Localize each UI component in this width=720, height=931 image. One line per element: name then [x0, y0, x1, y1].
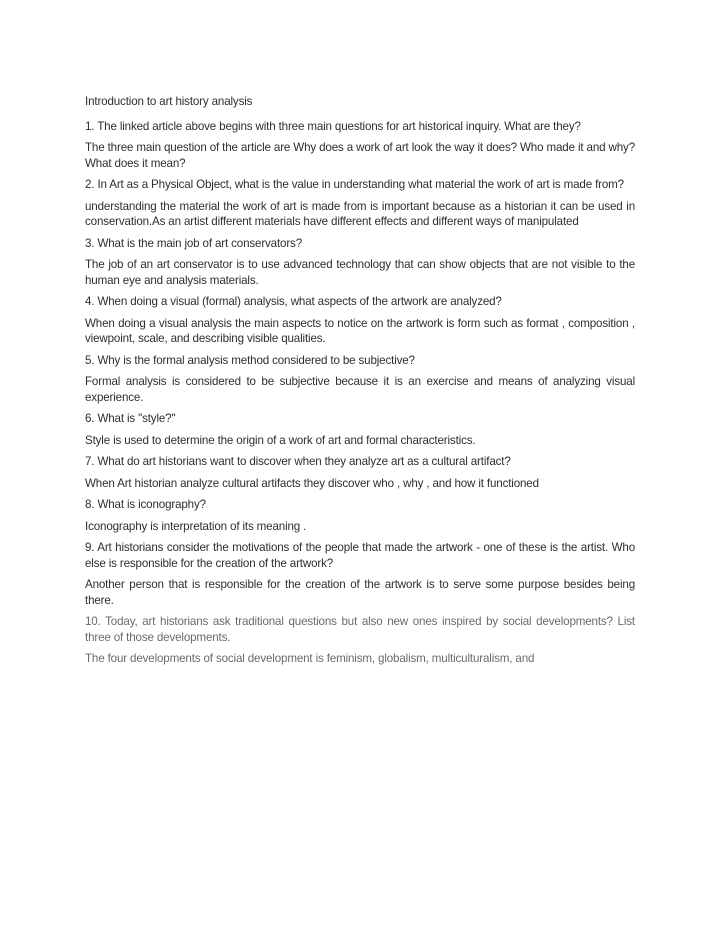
document-title: Introduction to art history analysis [85, 95, 253, 108]
question-7: 7. What do art historians want to discover when they analyze art as a cultural artifact? [85, 455, 511, 468]
question-4: 4. When doing a visual (formal) analysis, what aspects of the artwork are analyzed? [85, 295, 502, 308]
answer-4: When doing a visual analysis the main aspects to notice on the artwork is form such as format , composition , viewpoint, scale, and describing visible qualities. [85, 316, 635, 345]
answer-5: Formal analysis is considered to be subjective because it is an exercise and means of analyzing visual experience. [85, 375, 635, 404]
answer-7: When Art historian analyze cultural artifacts they discover who , why , and how it functioned [85, 476, 539, 490]
question-6: 6. What is "style?" [85, 412, 176, 425]
question-1: 1. The linked article above begins with three main questions for art historical inquiry. What are they? [85, 119, 581, 133]
question-3: 3. What is the main job of art conservators? [85, 236, 303, 250]
answer-3: The job of an art conservator is to use advanced technology that can show objects that are not visible to the human eye and analysis materials. [85, 258, 635, 287]
answer-9: Another person that is responsible for the creation of the artwork is to serve some purpose besides being there. [85, 578, 635, 607]
question-5: 5. Why is the formal analysis method considered to be subjective? [85, 353, 415, 367]
answer-2: understanding the material the work of art is made from is important because as a historian it can be used in conservation.As an artist different materials have different effects and different ways of manipulated [85, 199, 635, 228]
answer-8: Iconography is interpretation of its meaning . [85, 519, 307, 533]
question-9: 9. Art historians consider the motivations of the people that made the artwork - one of these is the artist. Who else is responsible for the creation of the artwork? [85, 541, 635, 570]
question-2: 2. In Art as a Physical Object, what is the value in understanding what material the work of art is made from? [85, 178, 624, 191]
answer-10: The four developments of social development is feminism, globalism, multiculturalism, and [85, 652, 535, 665]
question-10: 10. Today, art historians ask traditional questions but also new ones inspired by social developments? List three of those developments. [85, 615, 635, 644]
document-body [85, 94, 635, 673]
answer-1: The three main question of the article are Why does a work of art look the way it does? Who made it and why? What does it mean? [85, 141, 635, 170]
question-8: 8. What is iconography? [85, 498, 206, 511]
answer-6: Style is used to determine the origin of a work of art and formal characteristics. [85, 433, 476, 447]
